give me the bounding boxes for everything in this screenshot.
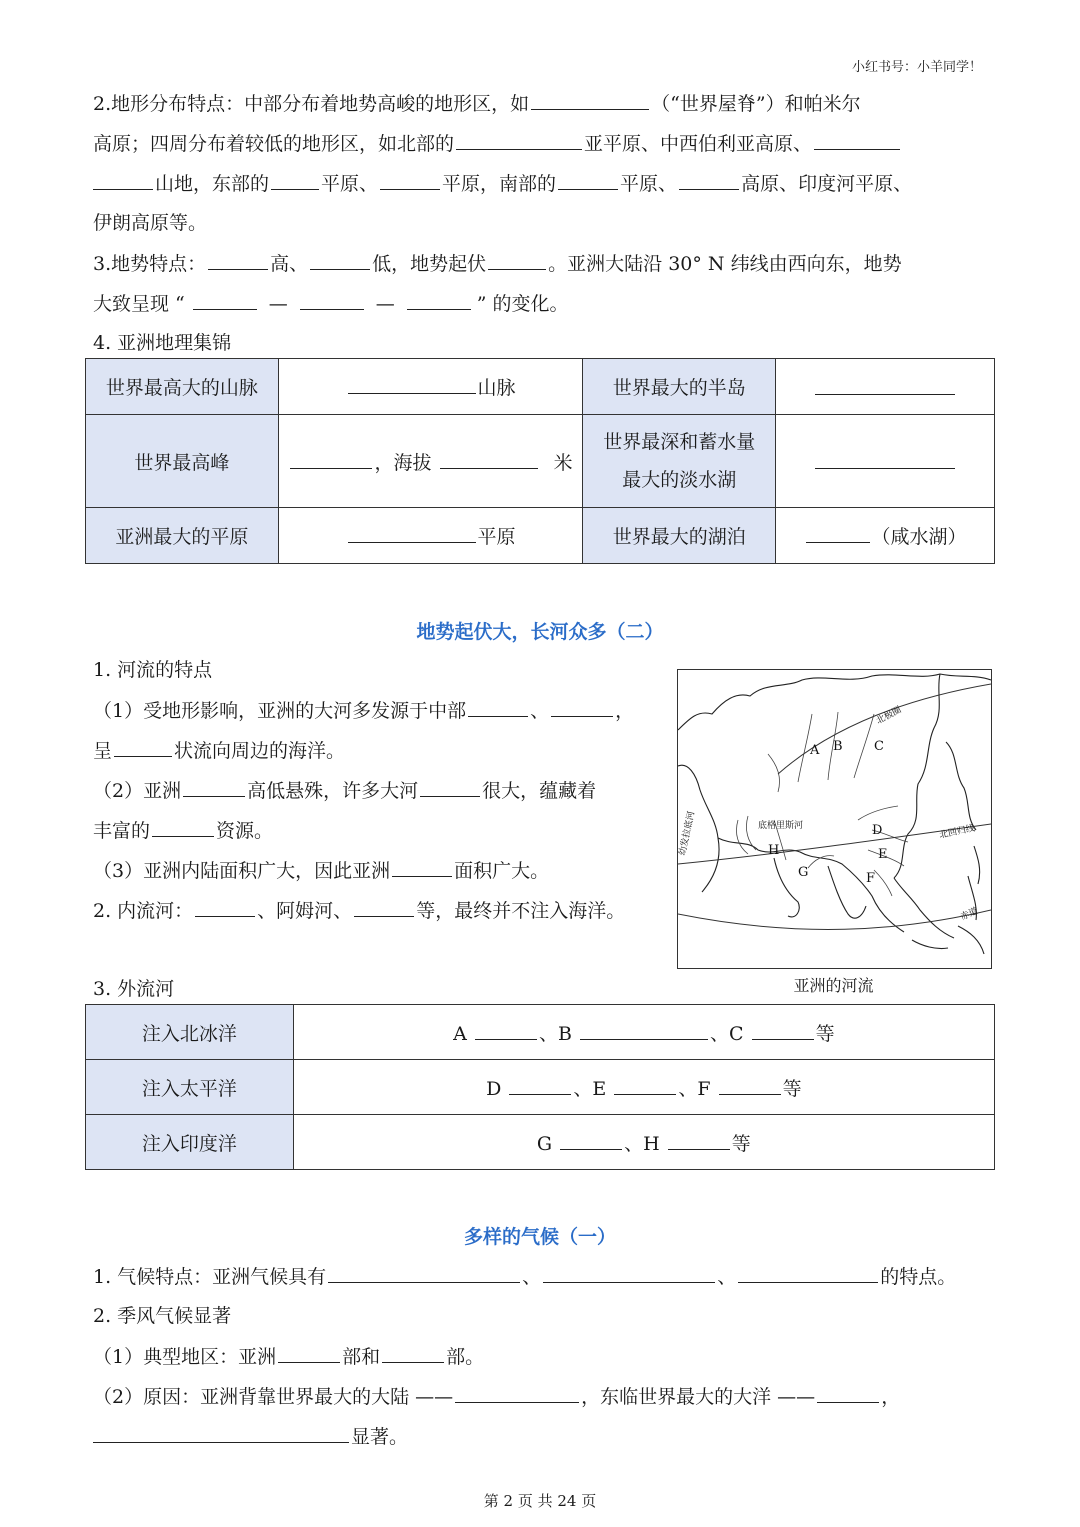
map-svg [678, 670, 991, 968]
blank[interactable] [815, 374, 955, 395]
blank[interactable] [679, 169, 739, 190]
blank[interactable] [328, 1262, 520, 1283]
river-feature-1-cont: 呈 状流向周边的海洋。 [93, 736, 345, 765]
table-cell: 世界最大的湖泊 [583, 508, 776, 564]
terrain-distribution-line-2: 高原；四周分布着较低的地形区，如北部的 亚平原、中西伯利亚高原、 [93, 129, 902, 158]
table-cell: （咸水湖） [776, 508, 995, 564]
table-cell: A 、B 、C 等 [293, 1005, 994, 1060]
blank[interactable] [488, 249, 546, 270]
map-label-b: B [833, 739, 843, 754]
terrain-features-line-1: 3.地势特点： 高、 低，地势起伏 。亚洲大陆沿 30° N 纬线由西向东，地势 [93, 249, 902, 278]
blank[interactable] [392, 856, 452, 877]
map-annotations [678, 703, 980, 922]
blank[interactable] [558, 169, 618, 190]
watermark: 小红书号：小羊同学！ [851, 60, 982, 75]
map-label-h: H [768, 843, 780, 858]
map-equator: 赤道 [959, 906, 980, 923]
blank[interactable] [195, 896, 255, 917]
river-feature-2-cont: 丰富的 资源。 [93, 816, 273, 845]
blank[interactable] [719, 1074, 781, 1095]
river-feature-2: （2）亚洲 高低悬殊，许多大河 很大，蕴藏着 [93, 776, 596, 805]
blank[interactable] [817, 1382, 879, 1403]
blank[interactable] [551, 696, 613, 717]
blank[interactable] [420, 776, 480, 797]
table-cell: 世界最深和蓄水量 最大的淡水湖 [583, 415, 776, 508]
blank[interactable] [183, 776, 245, 797]
blank[interactable] [310, 249, 370, 270]
blank[interactable] [380, 169, 440, 190]
terrain-distribution-line-1: 2.地形分布特点：中部分布着地势高峻的地形区，如 （“世界屋脊”）和帕米尔 [93, 89, 861, 118]
map-label-a: A [810, 743, 820, 758]
blank[interactable] [738, 1262, 878, 1283]
table-row [86, 1005, 995, 1060]
blank[interactable] [614, 1074, 676, 1095]
table-cell: 注入北冰洋 [86, 1005, 294, 1060]
river-feature-3: （3）亚洲内陆面积广大，因此亚洲 面积广大。 [93, 856, 549, 885]
map-letters [768, 739, 888, 886]
terrain-features-line-2: 大致呈现 “ — — ” 的变化。 [93, 289, 569, 318]
blank[interactable] [440, 448, 538, 469]
monsoon-causes: （2）原因：亚洲背靠世界最大的大陆 —— ，东临世界最大的大洋 —— ， [93, 1382, 900, 1411]
table-row [86, 1060, 995, 1115]
table-cell [776, 415, 995, 508]
outflow-rivers-title: 3. 外流河 [93, 978, 175, 1000]
blank[interactable] [348, 373, 476, 394]
map-label-c: C [874, 739, 884, 754]
blank[interactable] [348, 522, 476, 543]
blank[interactable] [300, 289, 364, 310]
blank[interactable] [543, 1262, 715, 1283]
monsoon-regions: （1）典型地区：亚洲 部和 部。 [93, 1342, 484, 1371]
table-cell: 世界最高峰 [86, 415, 279, 508]
blank[interactable] [114, 736, 172, 757]
blank[interactable] [93, 1422, 349, 1443]
table-row [86, 359, 995, 415]
geography-records-table [85, 358, 995, 564]
blank[interactable] [580, 1019, 708, 1040]
table-cell: 山脉 [278, 359, 583, 415]
terrain-distribution-line-4: 伊朗高原等。 [93, 212, 208, 234]
blank[interactable] [668, 1129, 730, 1150]
table-cell: 亚洲最大的平原 [86, 508, 279, 564]
blank[interactable] [382, 1342, 444, 1363]
river-features-title: 1. 河流的特点 [93, 659, 213, 681]
table-cell: 世界最高大的山脉 [86, 359, 279, 415]
table-cell: 注入太平洋 [86, 1060, 294, 1115]
map-caption: 亚洲的河流 [793, 976, 874, 995]
map-label-e: E [878, 847, 888, 862]
table-cell: 注入印度洋 [86, 1115, 294, 1170]
blank[interactable] [814, 129, 900, 150]
asia-rivers-map [677, 669, 992, 969]
blank[interactable] [815, 448, 955, 469]
outflow-rivers-table [85, 1004, 995, 1170]
blank[interactable] [278, 1342, 340, 1363]
map-arctic-circle: 北极圈 [874, 705, 904, 727]
blank[interactable] [531, 89, 649, 110]
map-label-d: D [872, 823, 883, 838]
blank[interactable] [152, 816, 214, 837]
table-cell: D 、E 、F 等 [293, 1060, 994, 1115]
blank[interactable] [806, 522, 870, 543]
map-tropic: 北回归线 [938, 823, 976, 841]
blank[interactable] [456, 129, 582, 150]
map-tigris: 底格里斯河 [758, 821, 804, 831]
section-4-title: 4. 亚洲地理集锦 [93, 332, 232, 354]
blank[interactable] [271, 169, 319, 190]
table-cell: G 、H 等 [293, 1115, 994, 1170]
coastlines [678, 674, 991, 954]
map-label-g: G [798, 865, 809, 880]
blank[interactable] [509, 1074, 571, 1095]
blank[interactable] [752, 1019, 814, 1040]
map-label-f: F [866, 871, 876, 886]
blank[interactable] [93, 169, 153, 190]
river-feature-1: （1）受地形影响，亚洲的大河多发源于中部 、 ， [93, 696, 634, 725]
blank[interactable] [354, 896, 414, 917]
blank[interactable] [290, 448, 372, 469]
blank[interactable] [560, 1129, 622, 1150]
climate-features: 1. 气候特点：亚洲气候具有 、 、 的特点。 [93, 1262, 956, 1291]
monsoon-title: 2. 季风气候显著 [93, 1305, 232, 1327]
page-footer: 第 2 页 共 24 页 [483, 1492, 597, 1510]
section-heading-climate: 多样的气候（一） [463, 1226, 616, 1248]
table-cell [776, 359, 995, 415]
inland-rivers: 2. 内流河： 、阿姆河、 等，最终并不注入海洋。 [93, 896, 625, 925]
table-cell: 平原 [278, 508, 583, 564]
section-heading-rivers: 地势起伏大，长河众多（二） [416, 621, 664, 643]
blank[interactable] [208, 249, 268, 270]
table-cell: 世界最大的半岛 [583, 359, 776, 415]
table-row [86, 508, 995, 564]
blank[interactable] [407, 289, 471, 310]
blank[interactable] [468, 696, 528, 717]
table-row [86, 415, 995, 508]
table-cell: ，海拔 米 [278, 415, 583, 508]
terrain-distribution-line-3: 山地，东部的 平原、 平原，南部的 平原、 高原、印度河平原、 [93, 169, 912, 198]
blank[interactable] [193, 289, 257, 310]
blank[interactable] [455, 1382, 579, 1403]
map-euphrates: 幼发拉底河 [678, 810, 698, 857]
monsoon-causes-cont: 显著。 [93, 1422, 408, 1451]
table-row [86, 1115, 995, 1170]
blank[interactable] [475, 1019, 537, 1040]
latitude-lines [678, 684, 991, 929]
